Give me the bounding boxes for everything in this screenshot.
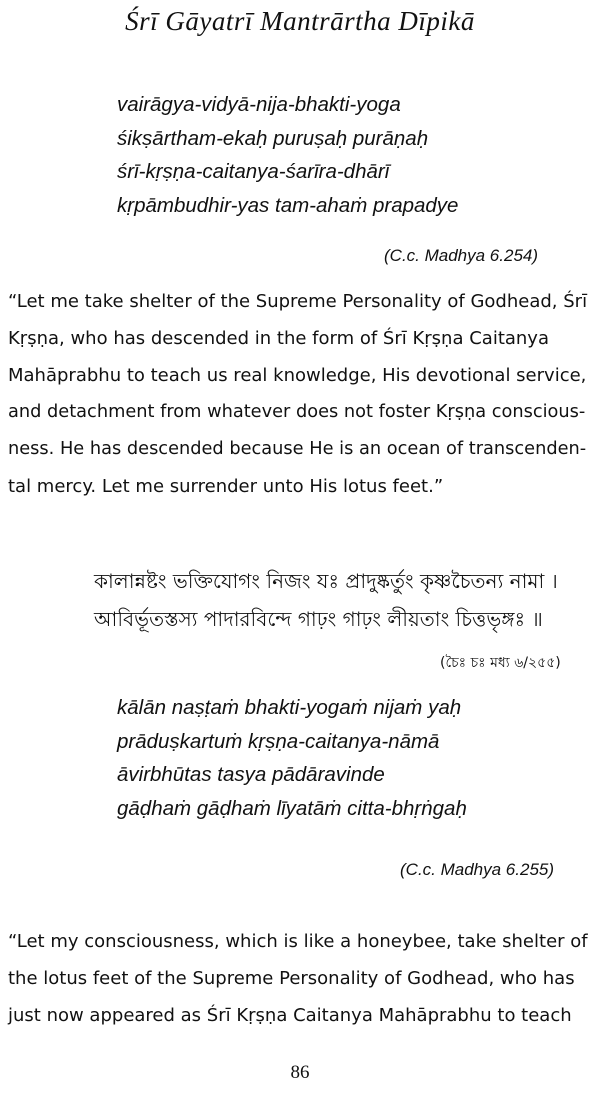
verse-line: śrī-kṛṣṇa-caitanya-śarīra-dhārī	[117, 160, 390, 183]
paragraph-line: the lotus feet of the Supreme Personality of Godhead, who has	[8, 968, 575, 989]
verse-line: śikṣārtham-ekaḥ puruṣaḥ purāṇaḥ	[117, 126, 429, 150]
bengali-verse	[94, 562, 594, 638]
paragraph-line: ness. He has descended because He is an ocean of transcenden-	[8, 439, 587, 459]
paragraph-line: Kṛṣṇa, who has descended in the form of Śrī Kṛṣṇa Caitanya	[8, 328, 549, 349]
paragraph-line: and detachment from whatever does not foster Kṛṣṇa conscious-	[8, 402, 586, 422]
verse-1	[117, 88, 587, 222]
verse-line: vairāgya-vidyā-nija-bhakti-yoga	[117, 93, 401, 116]
bengali-verse-line: আবির্ভূতস্তস্য পাদারবিন্দে গাঢ়ং গাঢ়ং লীয়তাং চিত্তভৃঙ্গঃ ॥	[94, 607, 543, 631]
paragraph-line: “Let my consciousness, which is like a honeybee, take shelter of	[8, 931, 588, 952]
bengali-verse-line: কালান্নষ্টং ভক্তিযোগং নিজং যঃ প্রাদুষ্কর্তুং কৃষ্ণচৈতন্য নামা ।	[94, 569, 558, 593]
paragraph-1	[8, 283, 592, 505]
verse-line: prāduṣkartuṁ kṛṣṇa-caitanya-nāmā	[117, 729, 440, 753]
bengali-verse-reference: (চৈঃ চঃ মধ্য ৬/২৫৫)	[440, 655, 561, 671]
paragraph-line: Mahāprabhu to teach us real knowledge, His devotional service,	[8, 365, 587, 386]
verse-2-reference: (C.c. Madhya 6.255)	[400, 860, 555, 879]
paragraph-2	[8, 923, 592, 1034]
running-head: Śrī Gāyatrī Mantrārtha Dīpikā	[125, 6, 475, 36]
verse-line: gāḍhaṁ gāḍhaṁ līyatāṁ citta-bhṛṅgaḥ	[117, 796, 467, 820]
verse-line: kālān naṣṭaṁ bhakti-yogaṁ nijaṁ yaḥ	[117, 696, 462, 719]
verse-line: āvirbhūtas tasya pādāravinde	[117, 763, 385, 786]
verse-line: kṛpāmbudhir-yas tam-ahaṁ prapadye	[117, 193, 459, 217]
paragraph-line: “Let me take shelter of the Supreme Personality of Godhead, Śrī	[8, 291, 588, 312]
verse-2	[117, 691, 587, 825]
page-number: 86	[290, 1062, 310, 1083]
paragraph-line: just now appeared as Śrī Kṛṣṇa Caitanya Mahāprabhu to teach	[8, 1005, 572, 1026]
paragraph-line: tal mercy. Let me surrender unto His lotus feet.”	[8, 476, 444, 497]
verse-1-reference: (C.c. Madhya 6.254)	[384, 246, 539, 265]
